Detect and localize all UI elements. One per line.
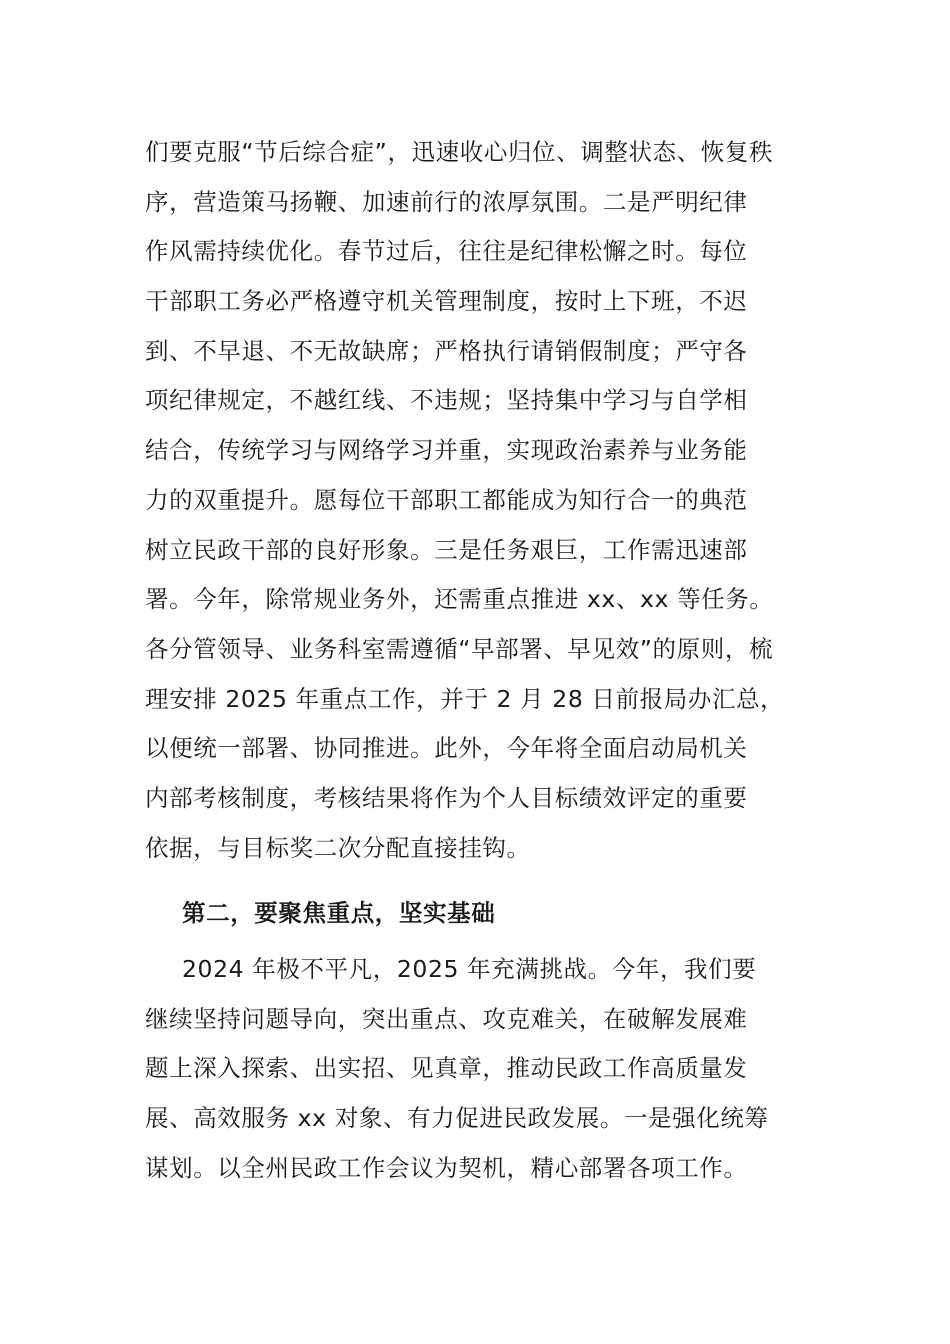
document-body bbox=[145, 128, 815, 1193]
text-line: 展、高效服务 xx 对象、有力促进民政发展。一是强化统筹 bbox=[145, 1104, 769, 1133]
paragraph-gap bbox=[145, 873, 815, 887]
text-line: 序，营造策马扬鞭、加速前行的浓厚氛围。二是严明纪律 bbox=[145, 187, 748, 216]
text-line: 干部职工务必严格遵守机关管理制度，按时上下班，不迟 bbox=[145, 287, 748, 316]
text-line: 2024 年极不平凡，2025 年充满挑战。今年，我们要 bbox=[182, 955, 757, 983]
text-line: 树立民政干部的良好形象。三是任务艰巨，工作需迅速部 bbox=[145, 535, 748, 564]
text-line: 各分管领导、业务科室需遵循“早部署、早见效”的原则，梳 bbox=[145, 634, 774, 663]
text-line: 作风需持续优化。春节过后，往往是纪律松懈之时。每位 bbox=[145, 237, 748, 266]
paragraph-1 bbox=[145, 128, 815, 873]
paragraph-2 bbox=[145, 945, 815, 1193]
text-line: 内部考核制度，考核结果将作为个人目标绩效评定的重要 bbox=[145, 783, 748, 812]
text-line: 题上深入探索、出实招、见真章，推动民政工作高质量发 bbox=[145, 1054, 748, 1083]
text-line: 到、不早退、不无故缺席；严格执行请销假制度；严守各 bbox=[145, 336, 748, 365]
text-line: 力的双重提升。愿每位干部职工都能成为知行合一的典范 bbox=[145, 485, 748, 514]
text-line: 谋划。以全州民政工作会议为契机，精心部署各项工作。 bbox=[145, 1153, 748, 1182]
text-line: 以便统一部署、协同推进。此外，今年将全面启动局机关 bbox=[145, 734, 748, 763]
text-line: 们要克服“节后综合症”，迅速收心归位、调整状态、恢复秩 bbox=[145, 138, 774, 166]
text-line: 署。今年，除常规业务外，还需重点推进 xx、xx 等任务。 bbox=[145, 585, 774, 614]
text-line: 结合，传统学习与网络学习并重，实现政治素养与业务能 bbox=[145, 436, 748, 465]
text-line: 理安排 2025 年重点工作，并于 2 月 28 日前报局办汇总， bbox=[145, 684, 785, 713]
section-heading: 第二，要聚焦重点，坚实基础 bbox=[182, 899, 496, 928]
text-line: 依据，与目标奖二次分配直接挂钩。 bbox=[145, 833, 531, 862]
text-line: 项纪律规定，不越红线、不违规；坚持集中学习与自学相 bbox=[145, 386, 748, 415]
text-line: 继续坚持问题导向，突出重点、攻克难关，在破解发展难 bbox=[145, 1004, 748, 1033]
